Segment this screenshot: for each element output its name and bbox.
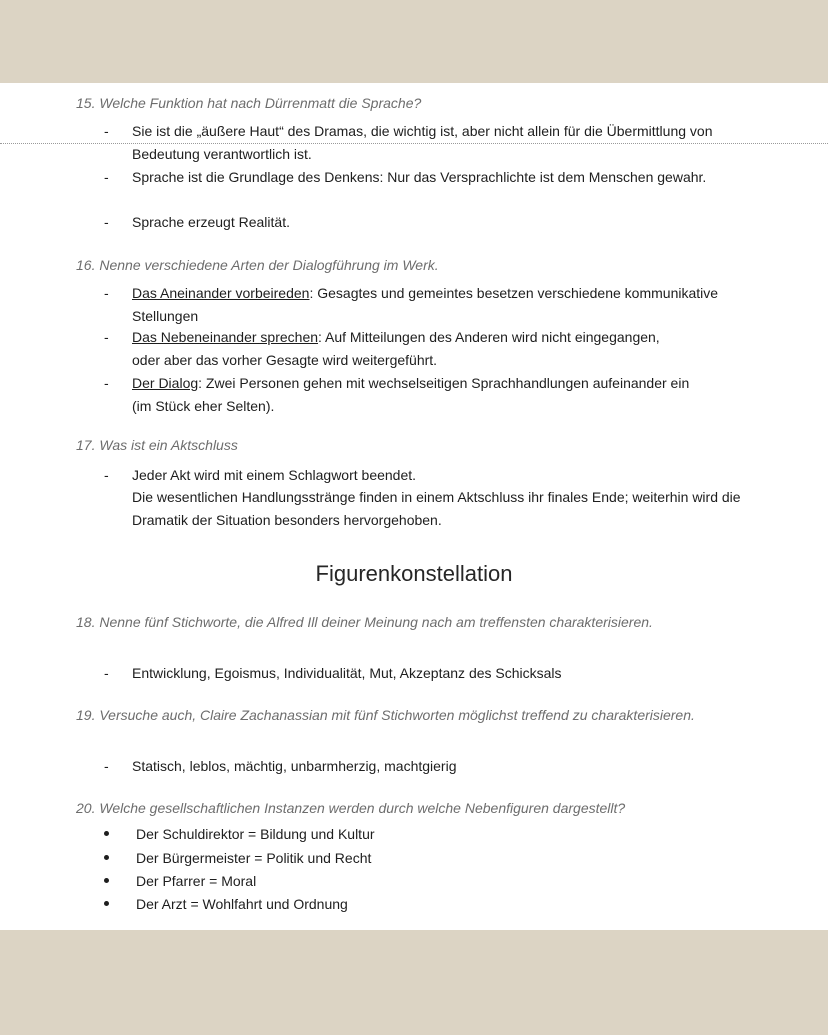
question-18: 18. Nenne fünf Stichworte, die Alfred Ill deiner Meinung nach am treffensten charakterisieren.	[76, 614, 653, 630]
dash-bullet: -	[104, 329, 109, 345]
answer-17-2: Die wesentlichen Handlungsstränge finden in einem Aktschluss ihr finales Ende; weiterhin wird die Dramatik der Situation besonders hervorgehoben.	[132, 489, 741, 528]
bullet-dot	[104, 878, 109, 883]
bullet-dot	[104, 855, 109, 860]
answer-15-2: Sprache ist die Grundlage des Denkens: Nur das Versprachlichte ist dem Menschen gewahr.	[132, 169, 707, 185]
term-16-2: Das Nebeneinander sprechen	[132, 329, 319, 345]
section-heading: Figurenkonstellation	[315, 561, 513, 586]
answer-15-3: Sprache erzeugt Realität.	[132, 214, 290, 230]
term-16-1: Das Aneinander vorbeireden	[132, 285, 310, 301]
text-16-1: : Gesagtes und gemeintes besetzen verschiedene kommunikative Stellungen	[132, 285, 719, 324]
question-20: 20. Welche gesellschaftlichen Instanzen werden durch welche Nebenfiguren dargestellt?	[76, 800, 626, 816]
text-16-3: : Zwei Personen gehen mit wechselseitigen Sprachhandlungen aufeinander ein (im Stück eher Selten).	[132, 375, 690, 414]
answer-20-1: Der Schuldirektor = Bildung und Kultur	[136, 826, 375, 842]
text-16-2: : Auf Mitteilungen des Anderen wird nicht eingegangen, oder aber das vorher Gesagte wird weitergeführt.	[132, 329, 660, 368]
dash-bullet: -	[104, 758, 109, 774]
bullet-dot	[104, 901, 109, 906]
answer-15-1: Sie ist die „äußere Haut“ des Dramas, die wichtig ist, aber nicht allein für die Übermittlung von Bedeutung verantwortlich ist.	[132, 123, 713, 162]
dash-bullet: -	[104, 169, 109, 185]
question-19: 19. Versuche auch, Claire Zachanassian mit fünf Stichworten möglichst treffend zu charakterisieren.	[76, 707, 695, 723]
dash-bullet: -	[104, 285, 109, 301]
answer-20-2: Der Bürgermeister = Politik und Recht	[136, 850, 372, 866]
dash-bullet: -	[104, 467, 109, 483]
document-page	[0, 83, 828, 930]
answer-16-3	[132, 372, 697, 417]
term-16-3: Der Dialog	[132, 375, 199, 391]
answer-20-4: Der Arzt = Wohlfahrt und Ordnung	[136, 896, 348, 912]
dash-bullet: -	[104, 375, 109, 391]
bullet-dot	[104, 831, 109, 836]
answer-19: Statisch, leblos, mächtig, unbarmherzig, machtgierig	[132, 758, 457, 774]
question-16: 16. Nenne verschiedene Arten der Dialogführung im Werk.	[76, 257, 439, 273]
answer-16-2	[132, 326, 677, 371]
question-15: 15. Welche Funktion hat nach Dürrenmatt die Sprache?	[76, 95, 422, 111]
dash-bullet: -	[104, 214, 109, 230]
answer-20-3: Der Pfarrer = Moral	[136, 873, 257, 889]
question-17: 17. Was ist ein Aktschluss	[76, 437, 238, 453]
answer-18: Entwicklung, Egoismus, Individualität, Mut, Akzeptanz des Schicksals	[132, 665, 562, 681]
dash-bullet: -	[104, 665, 109, 681]
answer-16-1	[132, 282, 737, 327]
answer-17-1: Jeder Akt wird mit einem Schlagwort beendet.	[132, 467, 417, 483]
dash-bullet: -	[104, 123, 109, 139]
